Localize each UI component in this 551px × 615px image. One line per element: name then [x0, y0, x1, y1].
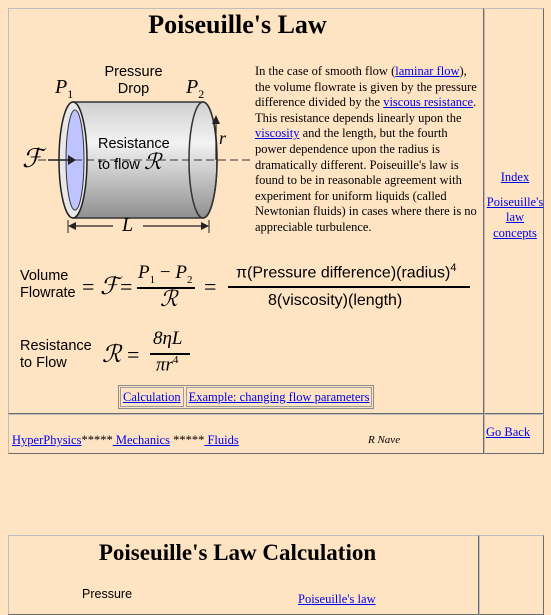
page-title: Poiseuille's Law [148, 10, 327, 39]
author-credit: R Nave [368, 434, 401, 446]
viscous-resistance-link[interactable]: viscous resistance [383, 95, 474, 110]
index-link[interactable]: Index [500, 170, 530, 184]
eq1-equals-3: = [204, 274, 217, 299]
eq1-rhs-numerator: π(Pressure difference)(radius)$^4$ [236, 262, 457, 282]
p1-label: $P_1$ [55, 76, 74, 101]
eq1-resistance-symbol: ℛ [160, 286, 178, 311]
radius-label: r [219, 128, 227, 148]
eq2-equals: = [127, 342, 140, 367]
p2-label: $P_2$ [186, 76, 205, 101]
eq1-pressure-fraction-numerator: $P_1 - P_2$ [138, 262, 193, 286]
eq1-f-symbol: ℱ [100, 274, 119, 300]
example-changing-flow-link[interactable]: Example: changing flow parameters [186, 387, 373, 407]
go-back-link[interactable]: Go Back [486, 425, 531, 439]
poiseuille-concepts-link[interactable]: Poiseuille's law concepts [486, 194, 544, 240]
eq1-equals-1: = [82, 274, 95, 299]
viscosity-link[interactable]: viscosity [255, 126, 300, 141]
sidebar-nav [484, 170, 546, 250]
calc-pressure-label: Pressure [82, 587, 133, 601]
eq2-resistance-symbol: ℛ [102, 342, 122, 368]
eq2-denominator: $\pi r^4$ [156, 354, 179, 376]
intro-paragraph: In the case of smooth flow (laminar flow), the volume flowrate is given by the pressure difference divided by the viscous resistance. This resistance depends linearly upon the viscosity and the length, but the fourth power dependence upon the radius is dramatically different. Poiseuille's law is found to be in reasonable agreement with experiment for uniform liquids (called Newtonian fluids) in cases where there is no appreciable turbulence. [255, 64, 477, 234]
pressure-drop-label: Pressure Drop [104, 64, 163, 97]
eq1-fraction-bar-2 [228, 286, 470, 288]
resistance-label: Resistance to flow ℛ [98, 136, 170, 174]
force-symbol: ℱ [22, 144, 43, 173]
mechanics-link[interactable]: Mechanics [112, 433, 170, 447]
volume-flowrate-label: Volume Flowrate [20, 268, 76, 301]
eq1-rhs-denominator: 8(viscosity)(length) [268, 292, 403, 309]
calc-sidebar-cell [479, 535, 544, 615]
calculation-title: Poiseuille's Law Calculation [98, 540, 377, 565]
resistance-to-flow-label: Resistance to Flow [20, 338, 92, 371]
calculation-links [118, 385, 374, 409]
eq1-equals-2: = [120, 274, 133, 299]
fluids-link[interactable]: Fluids [204, 433, 239, 447]
calculation-link[interactable]: Calculation [120, 387, 184, 407]
hyperphysics-link[interactable]: HyperPhysics [12, 433, 82, 447]
length-label: L [122, 214, 134, 236]
calc-poiseuille-link[interactable]: Poiseuille's law [298, 592, 376, 606]
breadcrumb: HyperPhysics***** Mechanics ***** Fluids [12, 433, 239, 447]
eq2-numerator: 8ηL [153, 328, 183, 349]
laminar-flow-link[interactable]: laminar flow [395, 64, 460, 78]
